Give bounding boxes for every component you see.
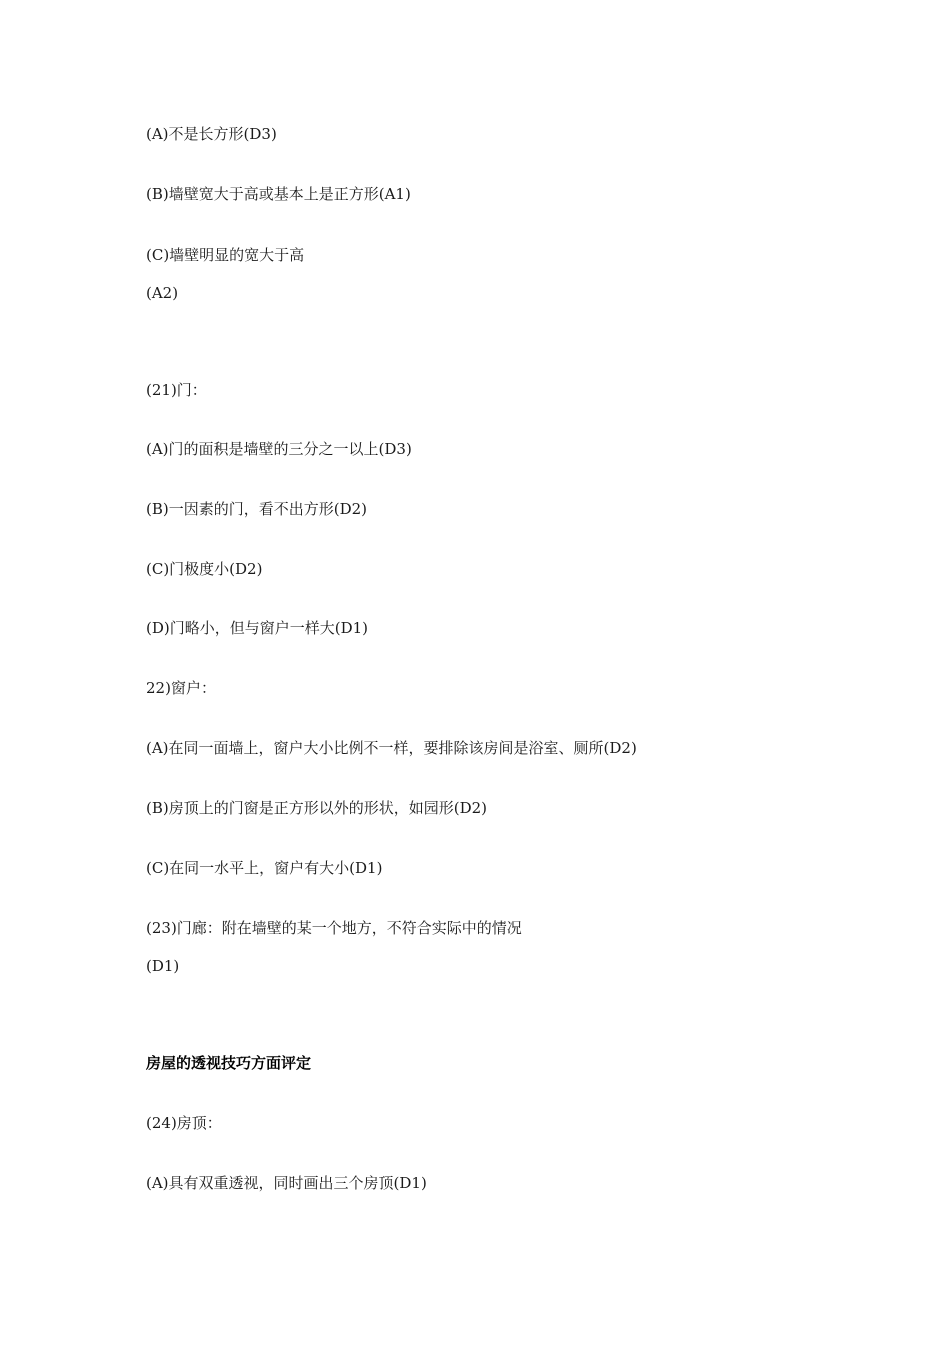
section-door-title: (21)门：	[146, 381, 207, 399]
text-line-porch: (23)门廊：附在墙壁的某一个地方，不符合实际中的情况	[146, 919, 522, 937]
text-line-wall-a: (A)不是长方形(D3)	[146, 125, 277, 143]
text-line-door-a: (A)门的面积是墙壁的三分之一以上(D3)	[146, 440, 412, 458]
text-line-window-c: (C)在同一水平上，窗户有大小(D1)	[146, 859, 383, 877]
text-line-window-a: (A)在同一面墙上，窗户大小比例不一样，要排除该房间是浴室、厕所(D2)	[146, 739, 637, 757]
text-line-porch-code: (D1)	[146, 957, 180, 975]
section-window-title: 22)窗户：	[146, 679, 216, 697]
text-line-window-b: (B)房顶上的门窗是正方形以外的形状，如园形(D2)	[146, 799, 488, 817]
text-line-roof-a: (A)具有双重透视，同时画出三个房顶(D1)	[146, 1174, 427, 1192]
text-line-door-c: (C)门极度小(D2)	[146, 560, 263, 578]
text-line-wall-c-code: (A2)	[146, 284, 179, 302]
text-line-wall-c: (C)墙壁明显的宽大于高	[146, 246, 305, 264]
section-roof-title: (24)房顶：	[146, 1114, 222, 1132]
text-line-door-d: (D)门略小，但与窗户一样大(D1)	[146, 619, 369, 637]
text-line-door-b: (B)一因素的门，看不出方形(D2)	[146, 500, 368, 518]
text-line-wall-b: (B)墙壁宽大于高或基本上是正方形(A1)	[146, 185, 411, 203]
section-heading-perspective: 房屋的透视技巧方面评定	[146, 1054, 312, 1072]
